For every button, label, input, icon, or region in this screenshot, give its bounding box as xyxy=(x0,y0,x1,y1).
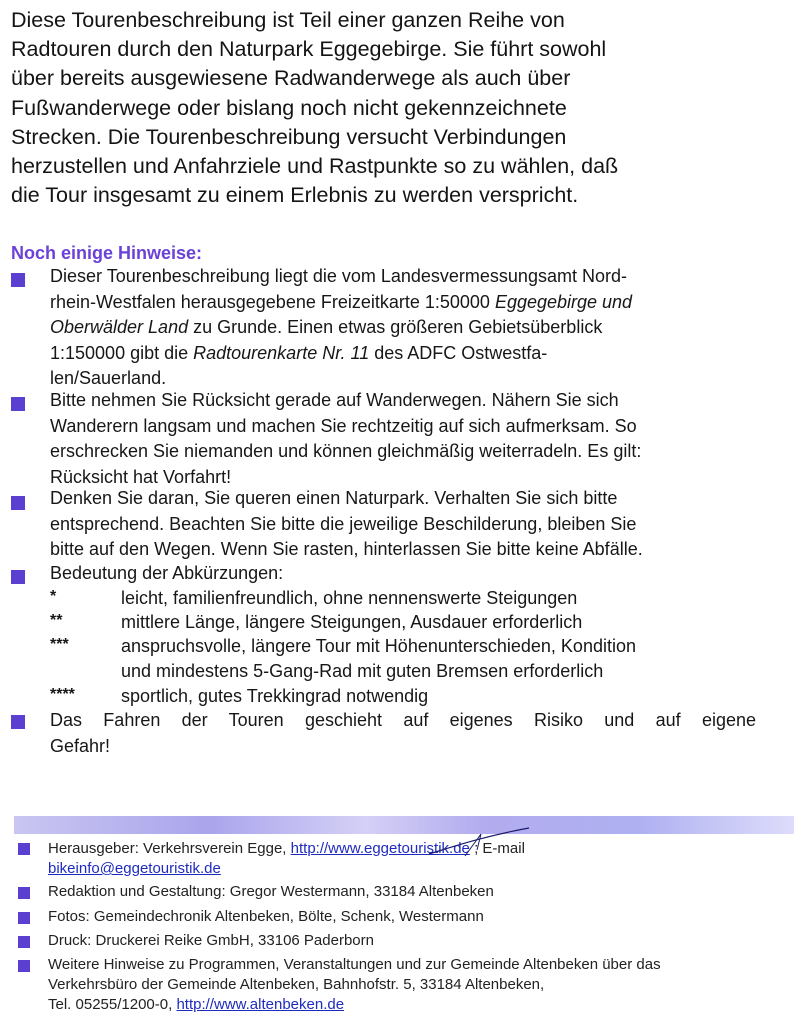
intro-line: Fußwanderwege oder bislang noch nicht gekennzeichnete xyxy=(11,95,567,120)
abbreviation-line: anspruchsvolle, längere Tour mit Höhenunterschieden, Kondition xyxy=(121,636,636,656)
hint-text: zu Grunde. Einen etwas größeren Gebietsüberblick xyxy=(188,317,603,338)
abbreviation-text: sportlich, gutes Trekkingrad notwendig xyxy=(121,686,429,706)
bullet-square-icon xyxy=(11,496,25,510)
intro-line: herzustellen und Anfahrziele und Rastpunkte so zu wählen, daß xyxy=(11,154,619,179)
hint-line: erschrecken Sie niemanden und können gleichmäßig weiterradeln. Es gilt: xyxy=(50,441,642,462)
hint-text: des ADFC Ostwestfa- xyxy=(369,342,548,363)
intro-line: Strecken. Die Tourenbeschreibung versucht Verbindungen xyxy=(11,124,567,149)
abbreviation-symbol: * xyxy=(50,588,57,605)
abbreviation-symbol: ** xyxy=(50,612,63,629)
map-title-italic: Eggegebirge und xyxy=(494,291,633,312)
abbreviation-line: und mindestens 5-Gang-Rad mit guten Bremsen erforderlich xyxy=(121,661,604,681)
abbreviation-symbol: **** xyxy=(50,686,75,703)
bullet-square-icon xyxy=(11,570,25,584)
bullet-square-icon xyxy=(18,843,30,855)
footer-line xyxy=(48,995,768,1015)
footer-line xyxy=(48,839,768,859)
intro-paragraph xyxy=(11,6,791,210)
bullet-square-icon xyxy=(11,397,25,411)
hint-text: 1:150000 gibt die xyxy=(50,342,194,363)
hint-line: entsprechend. Beachten Sie bitte die jeweilige Beschilderung, bleiben Sie xyxy=(50,513,637,534)
map-title-italic: Radtourenkarte Nr. 11 xyxy=(193,342,370,363)
hint-line: Rücksicht hat Vorfahrt! xyxy=(50,466,232,487)
email-label: ; E-mail xyxy=(469,840,525,857)
bullet-square-icon xyxy=(18,887,30,899)
bullet-square-icon xyxy=(18,960,30,972)
footer-publisher xyxy=(48,839,768,879)
hint-item-consideration xyxy=(50,388,762,490)
footer-line: Weitere Hinweise zu Programmen, Veranstaltungen und zur Gemeinde Altenbeken über das xyxy=(48,956,661,973)
altenbeken-link[interactable]: http://www.altenbeken.de xyxy=(176,996,345,1013)
hint-line: Denken Sie daran, Sie queren einen Naturpark. Verhalten Sie sich bitte xyxy=(50,488,618,508)
footer-line xyxy=(48,859,768,879)
publisher-label: Herausgeber: Verkehrsverein Egge, xyxy=(48,840,291,857)
abbreviation-text: mittlere Länge, längere Steigungen, Ausdauer erforderlich xyxy=(121,612,583,632)
footer-line: Verkehrsbüro der Gemeinde Altenbeken, Bahnhofstr. 5, 33184 Altenbeken, xyxy=(48,976,545,993)
hint-line xyxy=(50,290,762,316)
intro-line: Radtouren durch den Naturpark Eggegebirge. Sie führt sowohl xyxy=(11,37,607,62)
hint-line: Das Fahren der Touren geschieht auf eigenes Risiko und auf eigene xyxy=(50,710,756,730)
decorative-divider-band xyxy=(14,816,794,834)
hint-line: Bitte nehmen Sie Rücksicht gerade auf Wanderwegen. Nähern Sie sich xyxy=(50,390,619,410)
abbreviation-text xyxy=(121,634,781,684)
intro-line: über bereits ausgewiesene Radwanderwege als auch über xyxy=(11,66,571,91)
hint-line: Gefahr! xyxy=(50,735,111,756)
bullet-square-icon xyxy=(11,273,25,287)
publisher-link[interactable]: http://www.eggetouristik.de xyxy=(290,840,470,857)
footer-print: Druck: Druckerei Reike GmbH, 33106 Paderborn xyxy=(48,932,374,949)
hint-text: rhein-Westfalen herausgegebene Freizeitkarte 1:50000 xyxy=(50,291,495,312)
abbreviation-symbol: *** xyxy=(50,636,69,653)
hint-item-risk xyxy=(50,708,756,759)
hint-line: Wanderern langsam und machen Sie rechtzeitig auf sich aufmerksam. So xyxy=(50,415,637,436)
hint-line xyxy=(50,341,762,367)
footer-editor: Redaktion und Gestaltung: Gregor Westermann, 33184 Altenbeken xyxy=(48,883,494,900)
footer-photos: Fotos: Gemeindechronik Altenbeken, Bölte, Schenk, Westermann xyxy=(48,908,484,925)
hint-item-naturpark xyxy=(50,486,762,563)
pen-scribble-icon xyxy=(425,826,535,862)
email-link[interactable]: bikeinfo@eggetouristik.de xyxy=(48,860,221,877)
phone-text: Tel. 05255/1200-0, xyxy=(48,996,177,1013)
hint-line: len/Sauerland. xyxy=(50,368,167,389)
footer-more-info xyxy=(48,955,768,1015)
bullet-square-icon xyxy=(18,936,30,948)
intro-line: Diese Tourenbeschreibung ist Teil einer ganzen Reihe von xyxy=(11,8,565,32)
hint-line xyxy=(50,315,762,341)
map-title-italic: Oberwälder Land xyxy=(50,317,189,338)
hints-heading: Noch einige Hinweise: xyxy=(11,243,203,263)
abbreviation-text: leicht, familienfreundlich, ohne nennenswerte Steigungen xyxy=(121,588,578,608)
intro-line: die Tour insgesamt zu einem Erlebnis zu werden verspricht. xyxy=(11,183,579,208)
abbreviations-title: Bedeutung der Abkürzungen: xyxy=(50,563,284,583)
hint-item-map xyxy=(50,264,762,392)
hint-line: bitte auf den Wegen. Wenn Sie rasten, hinterlassen Sie bitte keine Abfälle. xyxy=(50,539,643,560)
hint-line: Dieser Tourenbeschreibung liegt die vom Landesvermessungsamt Nord- xyxy=(50,266,627,286)
bullet-square-icon xyxy=(11,715,25,729)
bullet-square-icon xyxy=(18,912,30,924)
